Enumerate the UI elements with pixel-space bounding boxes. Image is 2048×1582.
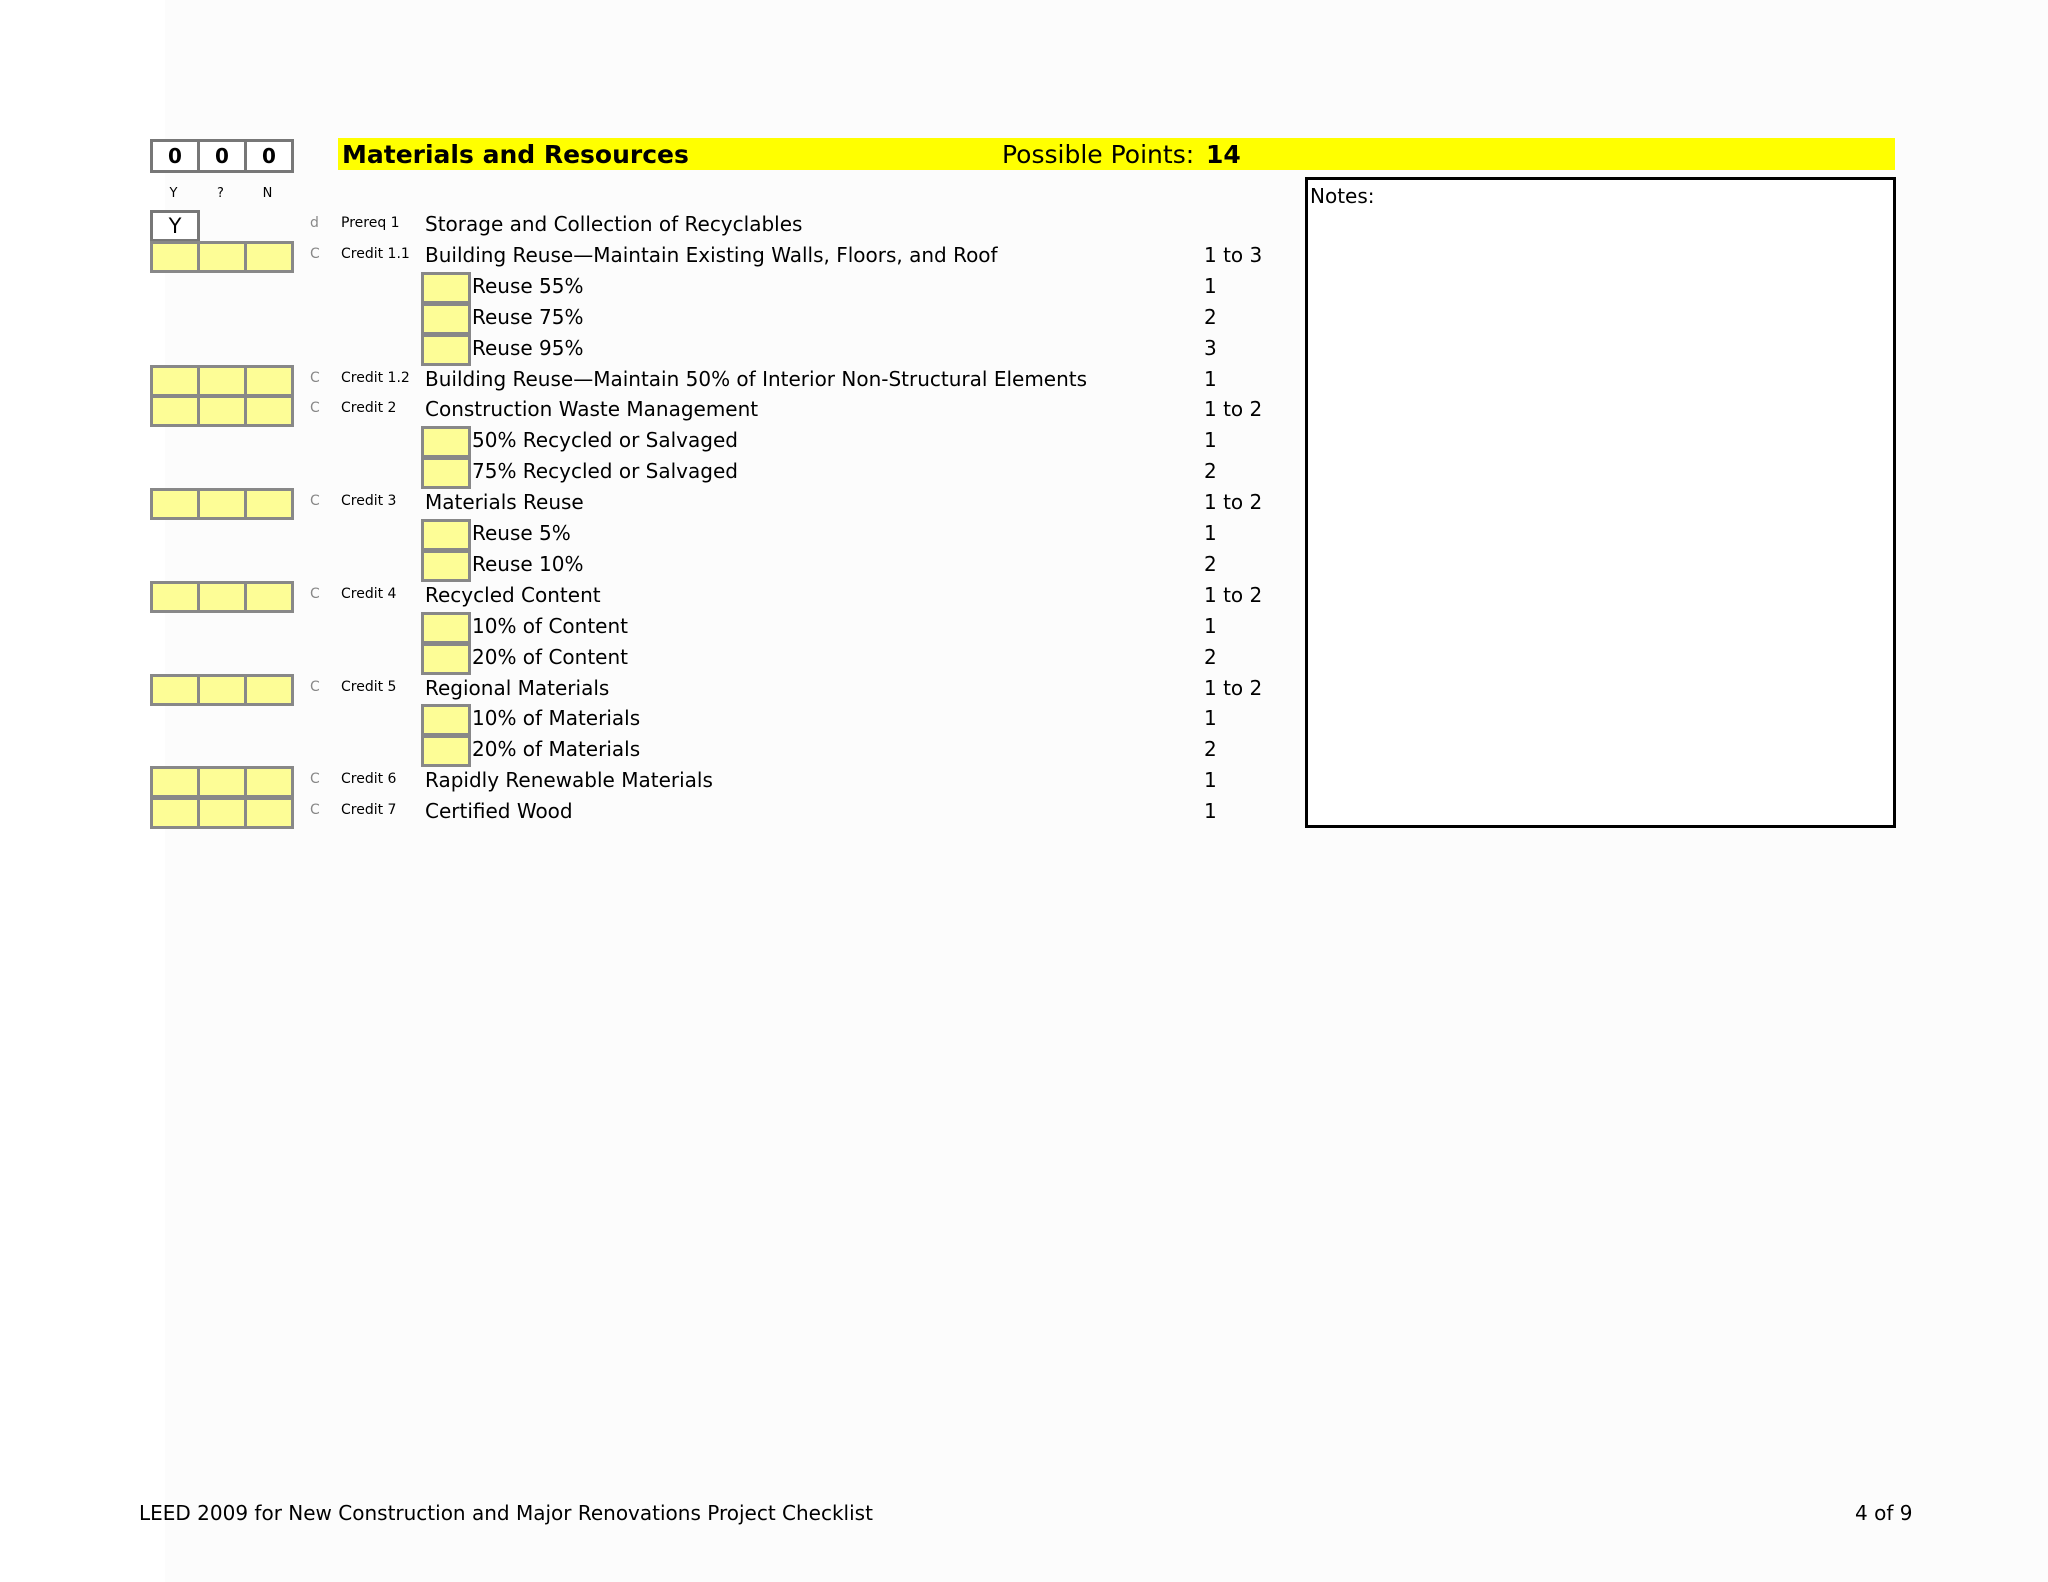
credit-row	[0, 766, 1300, 797]
ynn-cell-maybe[interactable]	[197, 395, 247, 427]
credit-points: 2	[1204, 304, 1217, 329]
credit-id: Credit 5	[341, 678, 397, 695]
ynn-cell-no[interactable]	[244, 674, 294, 706]
credit-points: 1 to 2	[1204, 582, 1263, 607]
credit-option-row	[0, 457, 1300, 488]
possible-points-value: 14	[1206, 140, 1241, 169]
credit-id: Credit 7	[341, 802, 397, 819]
credit-row	[0, 365, 1300, 396]
option-name: 10% of Materials	[472, 706, 641, 731]
ynn-cell-yes[interactable]	[150, 581, 200, 613]
credit-points: 2	[1204, 737, 1217, 762]
ynn-cell-yes[interactable]	[150, 674, 200, 706]
credit-row	[0, 674, 1300, 705]
credit-option-row	[0, 612, 1300, 643]
credit-type: d	[310, 215, 319, 231]
total-yes: 0	[150, 139, 200, 173]
ynn-cell-yes[interactable]	[150, 488, 200, 520]
ynn-cell-no[interactable]	[244, 797, 294, 829]
col-label-yes: Y	[169, 186, 178, 201]
ynn-cell-yes[interactable]	[150, 797, 200, 829]
ynn-input-group	[150, 210, 291, 242]
credit-type: C	[310, 245, 320, 262]
option-checkbox[interactable]	[421, 519, 471, 551]
credit-type: C	[310, 400, 320, 417]
credit-id: Credit 3	[341, 493, 397, 510]
credit-option-row	[0, 643, 1300, 674]
credit-row	[0, 797, 1300, 828]
credit-option-row	[0, 426, 1300, 457]
credit-id: Credit 4	[341, 585, 397, 602]
ynn-input-group	[150, 581, 291, 613]
ynn-cell-no[interactable]	[244, 766, 294, 798]
credit-points: 1	[1204, 273, 1217, 298]
credit-id: Credit 1.1	[341, 245, 410, 262]
option-checkbox[interactable]	[421, 704, 471, 736]
total-maybe: 0	[197, 139, 247, 173]
credit-points: 2	[1204, 644, 1217, 669]
ynn-cell-yes[interactable]	[150, 766, 200, 798]
ynn-input-group	[150, 766, 291, 798]
credit-option-row	[0, 334, 1300, 365]
credit-row	[0, 581, 1300, 612]
ynn-cell-maybe[interactable]	[197, 365, 247, 397]
credit-name: Certified Wood	[425, 799, 573, 824]
category-header	[338, 138, 1895, 170]
ynn-cell-no[interactable]	[244, 488, 294, 520]
ynn-cell-maybe[interactable]	[197, 674, 247, 706]
credit-id: Credit 2	[341, 400, 397, 417]
col-label-no: N	[262, 186, 273, 201]
credit-type: C	[310, 802, 320, 819]
credit-id: Prereq 1	[341, 215, 400, 231]
credit-type: C	[310, 585, 320, 602]
credit-type: C	[310, 678, 320, 695]
ynn-cell-yes[interactable]	[150, 395, 200, 427]
ynn-cell-maybe[interactable]	[197, 241, 247, 273]
option-checkbox[interactable]	[421, 272, 471, 304]
ynn-input-group	[150, 241, 291, 273]
category-title: Materials and Resources	[342, 140, 689, 169]
credit-points: 2	[1204, 459, 1217, 484]
credit-points: 1	[1204, 428, 1217, 453]
credit-points: 1 to 2	[1204, 397, 1263, 422]
ynn-input-group	[150, 488, 291, 520]
ynn-cell-yes[interactable]: Y	[150, 210, 200, 242]
credit-name: Recycled Content	[425, 582, 601, 607]
option-name: 75% Recycled or Salvaged	[472, 459, 738, 484]
option-name: 50% Recycled or Salvaged	[472, 428, 738, 453]
credit-row	[0, 395, 1300, 426]
credit-type: C	[310, 771, 320, 788]
credit-row	[0, 210, 1300, 241]
credit-option-row	[0, 272, 1300, 303]
notes-label: Notes:	[1310, 184, 1375, 208]
possible-points-label: Possible Points:	[1002, 140, 1195, 169]
credit-points: 1	[1204, 521, 1217, 545]
credit-name: Rapidly Renewable Materials	[425, 768, 713, 793]
credit-points: 1	[1204, 613, 1217, 638]
option-checkbox[interactable]	[421, 426, 471, 458]
option-checkbox[interactable]	[421, 550, 471, 582]
credit-points: 2	[1204, 551, 1217, 576]
credit-option-row	[0, 704, 1300, 735]
ynn-input-group	[150, 674, 291, 706]
credit-points: 1	[1204, 768, 1217, 793]
credit-points: 1 to 2	[1204, 675, 1263, 700]
ynn-cell-yes[interactable]	[150, 241, 200, 273]
option-name: 20% of Content	[472, 644, 628, 669]
footer-page-number: 4 of 9	[1855, 1501, 1913, 1525]
ynn-cell-maybe[interactable]	[197, 766, 247, 798]
credit-id: Credit 1.2	[341, 369, 410, 386]
ynn-cell-maybe[interactable]	[197, 488, 247, 520]
option-checkbox[interactable]	[421, 334, 471, 366]
ynn-cell-no[interactable]	[244, 395, 294, 427]
ynn-empty-maybe	[197, 210, 247, 242]
ynn-input-group	[150, 797, 291, 829]
credit-id: Credit 6	[341, 771, 397, 788]
notes-box[interactable]	[1305, 177, 1896, 828]
credit-name: Regional Materials	[425, 675, 610, 700]
credit-name: Building Reuse—Maintain Existing Walls, Floors, and Roof	[425, 242, 998, 267]
credit-points: 1	[1204, 706, 1217, 731]
credit-row	[0, 488, 1300, 519]
credit-points: 1 to 3	[1204, 242, 1263, 267]
ynn-cell-no[interactable]	[244, 241, 294, 273]
credit-option-row	[0, 550, 1300, 581]
option-name: Reuse 75%	[472, 304, 584, 329]
col-label-maybe: ?	[217, 186, 224, 201]
credit-points: 3	[1204, 335, 1217, 360]
credit-points: 1 to 2	[1204, 490, 1263, 515]
credit-option-row	[0, 303, 1300, 334]
credit-option-row	[0, 519, 1300, 550]
option-checkbox[interactable]	[421, 457, 471, 489]
footer-document-title: LEED 2009 for New Construction and Major Renovations Project Checklist	[139, 1501, 873, 1525]
score-totals	[150, 139, 291, 173]
ynn-empty-no	[244, 210, 294, 242]
ynn-cell-yes[interactable]	[150, 365, 200, 397]
credit-row	[0, 241, 1300, 272]
ynn-input-group	[150, 365, 291, 397]
credit-type: C	[310, 369, 320, 386]
ynn-cell-maybe[interactable]	[197, 797, 247, 829]
option-checkbox[interactable]	[421, 612, 471, 644]
option-name: Reuse 55%	[472, 273, 584, 298]
credit-points: 1	[1204, 799, 1217, 824]
credit-name: Materials Reuse	[425, 490, 584, 515]
credit-type: C	[310, 493, 320, 510]
option-checkbox[interactable]	[421, 303, 471, 335]
ynn-cell-maybe[interactable]	[197, 581, 247, 613]
option-name: 10% of Content	[472, 613, 628, 638]
total-no: 0	[244, 139, 294, 173]
option-checkbox[interactable]	[421, 643, 471, 675]
credit-points: 1	[1204, 366, 1217, 391]
option-checkbox[interactable]	[421, 735, 471, 767]
credit-name: Storage and Collection of Recyclables	[425, 212, 803, 236]
ynn-cell-no[interactable]	[244, 365, 294, 397]
option-name: 20% of Materials	[472, 737, 641, 762]
credit-name: Building Reuse—Maintain 50% of Interior Non-Structural Elements	[425, 366, 1088, 391]
option-name: Reuse 95%	[472, 335, 584, 360]
credit-name: Construction Waste Management	[425, 397, 759, 422]
column-labels	[150, 186, 291, 201]
option-name: Reuse 5%	[472, 521, 571, 545]
credit-option-row	[0, 735, 1300, 766]
ynn-input-group	[150, 395, 291, 427]
option-name: Reuse 10%	[472, 551, 584, 576]
ynn-cell-no[interactable]	[244, 581, 294, 613]
